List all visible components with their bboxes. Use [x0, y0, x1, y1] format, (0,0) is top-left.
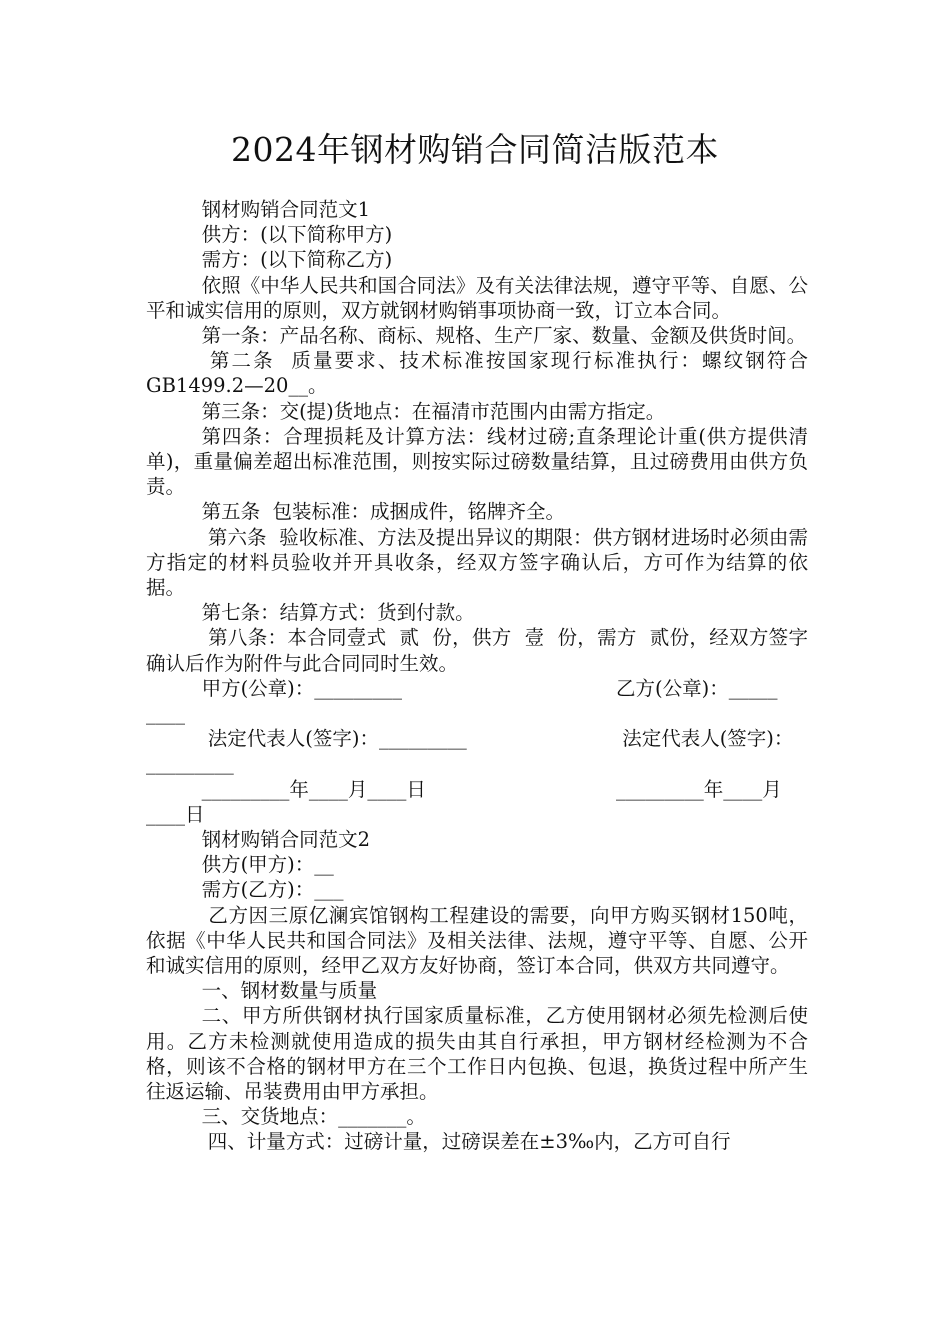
- party-b-seal-label: 乙方(公章)：_____: [616, 676, 778, 700]
- preamble-paragraph: 依照《中华人民共和国合同法》及有关法律法规，遵守平等、自愿、公平和诚实信用的原则，双方就钢材购销事项协商一致，订立本合同。: [146, 273, 808, 322]
- article-5: 第五条 包装标准：成捆成件，铭牌齐全。: [201, 500, 565, 524]
- party-a-seal-label: 甲方(公章)：_________: [201, 676, 403, 700]
- article-7: 第七条：结算方式：货到付款。: [201, 601, 475, 625]
- clause-2: 二、甲方所供钢材执行国家质量标准，乙方使用钢材必须先检测后使用。乙方未检测就使用造成的损失由其自行承担，甲方钢材经检测为不合格，则该不合格的钢材甲方在三个工作日内包换、包退，换货过程中所产生往返运输、吊装费用由甲方承担。: [146, 1004, 808, 1104]
- document-title: 2024年钢材购销合同简洁版范本: [231, 130, 719, 169]
- preamble-paragraph: 乙方因三原亿澜宾馆钢构工程建设的需要，向甲方购买钢材150吨，依据《中华人民共和国合同法》及相关法律、法规，遵守平等、自愿、公开和诚实信用的原则，经甲乙双方友好协商，签订本合同，供双方共同遵守。: [146, 903, 808, 978]
- signature-rep-row: [146, 726, 808, 776]
- party-supplier-line: 供方：(以下简称甲方): [201, 223, 393, 247]
- clause-4: 四、计量方式：过磅计量，过磅误差在±3‰内，乙方可自行: [201, 1130, 731, 1154]
- document-body: [146, 197, 808, 1155]
- article-6: 第六条 验收标准、方法及提出异议的期限：供方钢材进场时必须由需方指定的材料员验收并开具收条，经双方签字确认后，方可作为结算的依据。: [146, 525, 808, 600]
- article-2: 第二条 质量要求、技术标准按国家现行标准执行：螺纹钢符合GB1499.2—20__。: [146, 349, 809, 398]
- party-supplier-line: 供方(甲方)：__: [201, 853, 334, 877]
- section-heading: 钢材购销合同范文1: [201, 198, 370, 221]
- section-heading: 钢材购销合同范文2: [201, 828, 370, 852]
- party-b-rep-label: 法定代表人(签字)：: [616, 727, 794, 751]
- signature-date-row: [146, 777, 808, 827]
- article-1: 第一条：产品名称、商标、规格、生产厂家、数量、金额及供货时间。: [201, 324, 807, 348]
- party-buyer-line: 需方(乙方)：___: [201, 878, 344, 902]
- article-4: 第四条：合理损耗及计算方法：线材过磅;直条理论计重(供方提供清单)，重量偏差超出标准范围，则按实际过磅数量结算，且过磅费用由供方负责。: [146, 424, 808, 499]
- article-8: 第八条：本合同壹式 贰 份，供方 壹 份，需方 贰份，经双方签字确认后作为附件与此合同同时生效。: [146, 626, 808, 675]
- party-a-date: _________年____月____日: [201, 777, 426, 801]
- party-b-date: _________年____月: [616, 777, 782, 801]
- signature-seal-row: [146, 676, 808, 726]
- party-a-rep-label: 法定代表人(签字)：_________: [201, 727, 467, 751]
- signature-line-wrap: ____: [146, 702, 185, 726]
- article-3: 第三条：交(提)货地点：在福清市范围内由需方指定。: [201, 399, 666, 423]
- signature-line-wrap: _________: [146, 752, 234, 776]
- clause-1: 一、钢材数量与质量: [201, 979, 378, 1003]
- clause-3: 三、交货地点：_______。: [201, 1105, 426, 1129]
- party-buyer-line: 需方：(以下简称乙方): [201, 248, 393, 272]
- date-line-wrap: ____日: [146, 802, 205, 826]
